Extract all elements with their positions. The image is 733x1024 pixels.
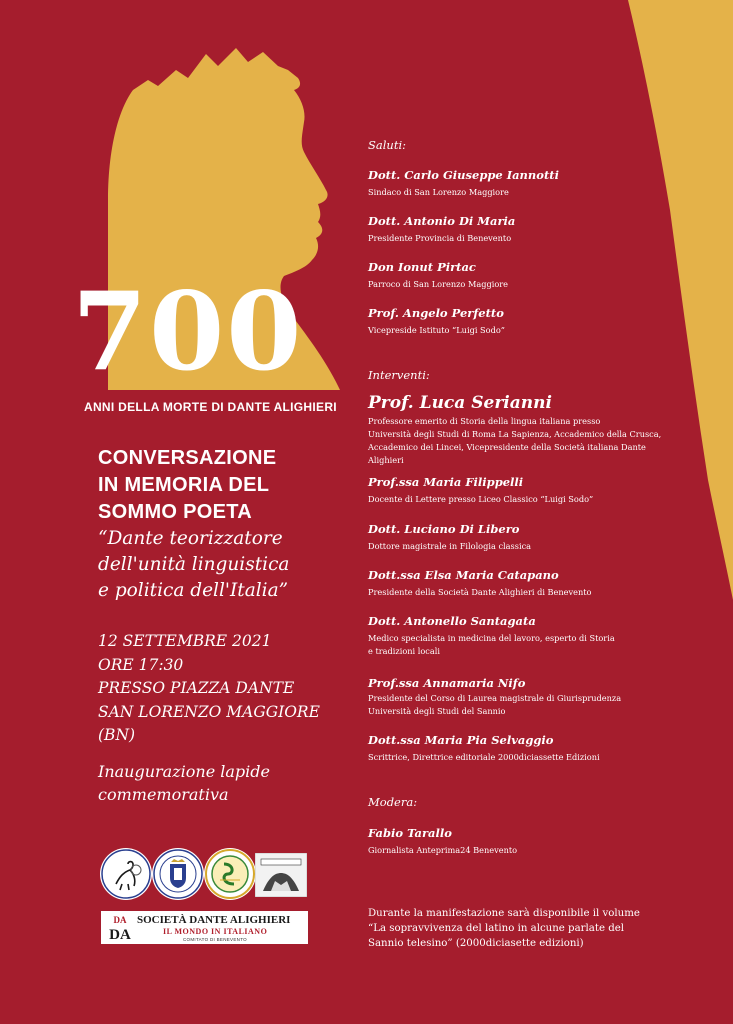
event-time: ORE 17:30 bbox=[98, 655, 184, 674]
person-name: Dott.ssa Elsa Maria Catapano bbox=[368, 568, 559, 582]
person-role-line: Università degli Studi di Roma La Sapienza, Accademico della Crusca, bbox=[368, 429, 662, 439]
conversation-block bbox=[98, 445, 348, 604]
anniversary-number: 700 bbox=[72, 269, 304, 395]
person-role: Giornalista Anteprima24 Benevento bbox=[368, 845, 518, 855]
person-role: Scrittrice, Direttrice editoriale 2000diciassette Edizioni bbox=[368, 752, 600, 762]
person-role bbox=[368, 632, 688, 658]
person-name: Prof.ssa Annamaria Nifo bbox=[368, 676, 526, 690]
saluti-person bbox=[368, 260, 688, 291]
person-name: Dott. Antonio Di Maria bbox=[368, 214, 516, 228]
person-name: Prof.ssa Maria Filippelli bbox=[368, 475, 524, 489]
municipal-crest-icon bbox=[152, 848, 204, 900]
person-name: Prof. Angelo Perfetto bbox=[368, 306, 504, 320]
person-role bbox=[368, 692, 688, 718]
person-name: Dott. Carlo Giuseppe Iannotti bbox=[368, 168, 559, 182]
person-name: Dott. Antonello Santagata bbox=[368, 614, 536, 628]
person-role-line: e tradizioni locali bbox=[368, 646, 441, 656]
svg-text:DA: DA bbox=[113, 915, 127, 925]
volume-note-line: Durante la manifestazione sarà disponibile il volume bbox=[368, 908, 640, 919]
conversation-subtitle-line: dell'unità linguistica bbox=[98, 554, 290, 575]
sda-tagline: IL MONDO IN ITALIANO bbox=[163, 927, 268, 936]
interventi-person bbox=[368, 568, 688, 599]
modera-label: Modera: bbox=[368, 795, 418, 809]
school-emblem-icon bbox=[204, 848, 256, 900]
longarelli-logo-icon bbox=[255, 853, 307, 897]
conversation-title-line: IN MEMORIA DEL bbox=[98, 474, 270, 496]
person-role-line: Alighieri bbox=[368, 455, 404, 465]
conversation-title-line: CONVERSAZIONE bbox=[98, 447, 277, 469]
interventi-person bbox=[368, 614, 688, 658]
anniversary-subtitle: ANNI DELLA MORTE DI DANTE ALIGHIERI bbox=[84, 400, 337, 414]
person-role: Presidente Provincia di Benevento bbox=[368, 233, 512, 243]
interventi-person bbox=[368, 733, 688, 764]
event-details bbox=[98, 630, 348, 748]
person-role-line: Professore emerito di Storia della lingua italiana presso bbox=[368, 416, 601, 426]
interventi-person bbox=[368, 676, 688, 718]
person-role: Parroco di San Lorenzo Maggiore bbox=[368, 279, 509, 289]
conversation-subtitle bbox=[98, 526, 348, 604]
volume-note bbox=[368, 906, 698, 952]
person-role: Presidente della Società Dante Alighieri di Benevento bbox=[368, 587, 592, 597]
conversation-title-line: SOMMO POETA bbox=[98, 501, 253, 523]
inauguration-line: commemorativa bbox=[98, 785, 229, 804]
person-name: Dott. Luciano Di Libero bbox=[368, 522, 520, 536]
person-role bbox=[368, 415, 688, 467]
event-date: 12 SETTEMBRE 2021 bbox=[98, 632, 272, 650]
inauguration-line: Inaugurazione lapide bbox=[98, 762, 270, 781]
conversation-subtitle-line: “Dante teorizzatore bbox=[98, 528, 283, 549]
person-role: Sindaco di San Lorenzo Maggiore bbox=[368, 187, 509, 197]
inauguration-note bbox=[98, 760, 348, 806]
conversation-title bbox=[98, 445, 348, 526]
person-role-line: Medico specialista in medicina del lavoro, esperto di Storia bbox=[368, 633, 615, 643]
event-place: SAN LORENZO MAGGIORE bbox=[98, 702, 320, 721]
person-role-line: Università degli Studi del Sannio bbox=[368, 706, 506, 716]
volume-note-line: Sannio telesino” (2000diciasette edizioni) bbox=[368, 938, 584, 950]
person-name: Prof. Luca Serianni bbox=[368, 393, 552, 413]
saluti-person bbox=[368, 214, 688, 245]
person-role-line: Presidente del Corso di Laurea magistrale di Giurisprudenza bbox=[368, 693, 622, 703]
person-role-line: Accademico dei Lincei, Vicepresidente della Società italiana Dante bbox=[368, 442, 646, 452]
interventi-person bbox=[368, 475, 688, 506]
person-role: Docente di Lettere presso Liceo Classico “Luigi Sodo” bbox=[368, 494, 594, 504]
sda-name: SOCIETÀ DANTE ALIGHIERI bbox=[137, 914, 291, 926]
person-name: Fabio Tarallo bbox=[368, 826, 452, 840]
saluti-label: Saluti: bbox=[368, 138, 406, 152]
event-place: (BN) bbox=[98, 726, 136, 744]
interventi-person bbox=[368, 393, 688, 467]
interventi-label: Interventi: bbox=[368, 368, 430, 382]
interventi-person bbox=[368, 522, 688, 553]
societa-dante-alighieri-logo bbox=[101, 911, 308, 944]
svg-text:DA: DA bbox=[109, 927, 131, 942]
event-place: PRESSO PIAZZA DANTE bbox=[98, 679, 295, 697]
conversation-subtitle-line: e politica dell'Italia” bbox=[98, 580, 289, 601]
person-role: Vicepreside Istituto “Luigi Sodo” bbox=[368, 325, 505, 335]
person-role: Dottore magistrale in Filologia classica bbox=[368, 541, 532, 551]
sda-committee: COMITATO DI BENEVENTO bbox=[183, 937, 247, 942]
saluti-person bbox=[368, 168, 688, 199]
person-name: Dott.ssa Maria Pia Selvaggio bbox=[368, 733, 554, 747]
volume-note-line: “La sopravvivenza del latino in alcune parlate del bbox=[368, 923, 625, 935]
sda-monogram-icon bbox=[105, 913, 135, 942]
saluti-person bbox=[368, 306, 688, 337]
person-name: Don Ionut Pirtac bbox=[368, 260, 476, 274]
crane-logo-icon bbox=[100, 848, 152, 900]
moderator bbox=[368, 826, 688, 857]
